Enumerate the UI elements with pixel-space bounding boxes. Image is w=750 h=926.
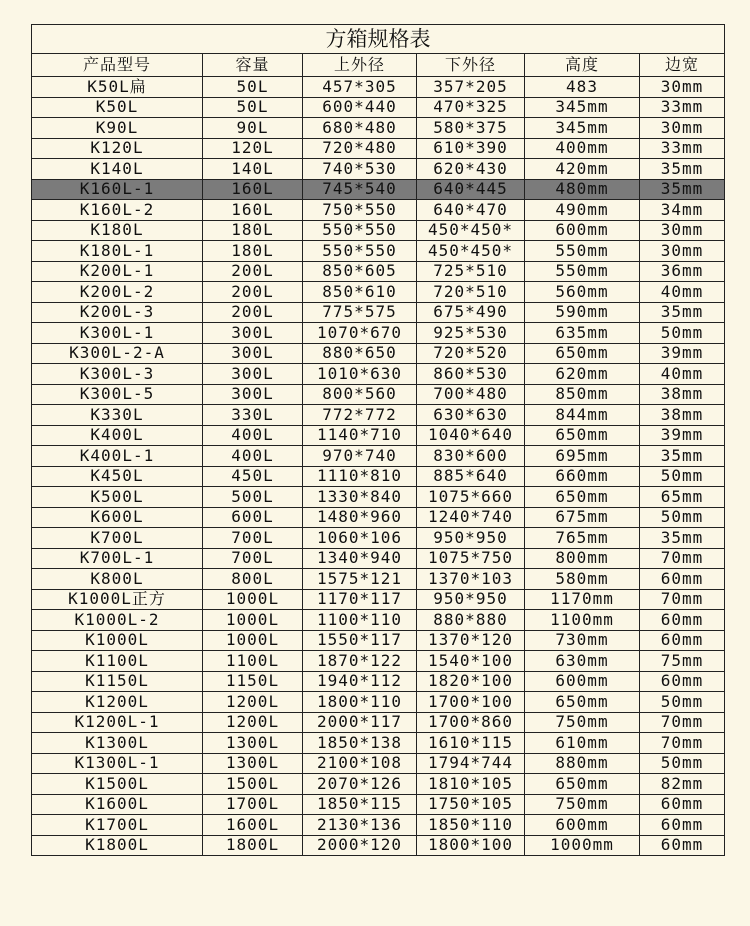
- table-row: [32, 774, 725, 795]
- cell-top-outer-size: 1330*840: [303, 487, 417, 508]
- cell-edge-width: 33mm: [640, 138, 725, 159]
- cell-edge-width: 50mm: [640, 507, 725, 528]
- cell-bottom-outer-size: 925*530: [417, 323, 525, 344]
- table-row: [32, 671, 725, 692]
- cell-height: 650mm: [525, 487, 640, 508]
- cell-top-outer-size: 680*480: [303, 118, 417, 139]
- cell-model: K330L: [32, 405, 203, 426]
- cell-model: K1100L: [32, 651, 203, 672]
- cell-model: K1300L: [32, 733, 203, 754]
- cell-edge-width: 60mm: [640, 610, 725, 631]
- cell-top-outer-size: 745*540: [303, 179, 417, 200]
- cell-model: K160L-1: [32, 179, 203, 200]
- table-row: [32, 118, 725, 139]
- table-row-highlighted: [32, 179, 725, 200]
- cell-capacity: 1300L: [203, 733, 303, 754]
- cell-top-outer-size: 800*560: [303, 384, 417, 405]
- cell-height: 345mm: [525, 118, 640, 139]
- cell-capacity: 700L: [203, 548, 303, 569]
- cell-height: 400mm: [525, 138, 640, 159]
- cell-model: K300L-3: [32, 364, 203, 385]
- cell-capacity: 200L: [203, 282, 303, 303]
- cell-model: K160L-2: [32, 200, 203, 221]
- table-row: [32, 528, 725, 549]
- table-row: [32, 487, 725, 508]
- cell-edge-width: 75mm: [640, 651, 725, 672]
- cell-edge-width: 38mm: [640, 405, 725, 426]
- cell-height: 600mm: [525, 815, 640, 836]
- cell-bottom-outer-size: 1610*115: [417, 733, 525, 754]
- cell-top-outer-size: 600*440: [303, 97, 417, 118]
- cell-top-outer-size: 2100*108: [303, 753, 417, 774]
- cell-model: K1300L-1: [32, 753, 203, 774]
- cell-edge-width: 35mm: [640, 179, 725, 200]
- cell-top-outer-size: 772*772: [303, 405, 417, 426]
- cell-edge-width: 60mm: [640, 835, 725, 856]
- spec-table: [31, 24, 725, 856]
- table-row: [32, 815, 725, 836]
- cell-bottom-outer-size: 1750*105: [417, 794, 525, 815]
- cell-capacity: 180L: [203, 220, 303, 241]
- table-row: [32, 138, 725, 159]
- cell-height: 675mm: [525, 507, 640, 528]
- table-row: [32, 200, 725, 221]
- cell-model: K200L-3: [32, 302, 203, 323]
- table-row: [32, 692, 725, 713]
- cell-top-outer-size: 1940*112: [303, 671, 417, 692]
- cell-model: K1200L-1: [32, 712, 203, 733]
- cell-capacity: 1000L: [203, 630, 303, 651]
- table-row: [32, 302, 725, 323]
- cell-bottom-outer-size: 1700*100: [417, 692, 525, 713]
- cell-capacity: 160L: [203, 179, 303, 200]
- table-row: [32, 323, 725, 344]
- cell-top-outer-size: 2130*136: [303, 815, 417, 836]
- cell-height: 844mm: [525, 405, 640, 426]
- cell-capacity: 50L: [203, 77, 303, 98]
- table-row: [32, 364, 725, 385]
- cell-height: 730mm: [525, 630, 640, 651]
- cell-edge-width: 60mm: [640, 671, 725, 692]
- cell-height: 660mm: [525, 466, 640, 487]
- cell-capacity: 800L: [203, 569, 303, 590]
- header-model: 产品型号: [32, 54, 203, 77]
- cell-edge-width: 30mm: [640, 118, 725, 139]
- cell-edge-width: 60mm: [640, 630, 725, 651]
- cell-capacity: 300L: [203, 364, 303, 385]
- cell-height: 345mm: [525, 97, 640, 118]
- cell-capacity: 400L: [203, 446, 303, 467]
- cell-height: 550mm: [525, 261, 640, 282]
- header-height: 高度: [525, 54, 640, 77]
- cell-model: K1700L: [32, 815, 203, 836]
- cell-capacity: 50L: [203, 97, 303, 118]
- cell-bottom-outer-size: 610*390: [417, 138, 525, 159]
- cell-capacity: 450L: [203, 466, 303, 487]
- cell-capacity: 300L: [203, 323, 303, 344]
- cell-capacity: 120L: [203, 138, 303, 159]
- cell-bottom-outer-size: 450*450*: [417, 241, 525, 262]
- cell-top-outer-size: 1850*115: [303, 794, 417, 815]
- cell-edge-width: 35mm: [640, 446, 725, 467]
- cell-bottom-outer-size: 580*375: [417, 118, 525, 139]
- cell-edge-width: 40mm: [640, 364, 725, 385]
- cell-height: 750mm: [525, 794, 640, 815]
- cell-model: K1200L: [32, 692, 203, 713]
- table-row: [32, 384, 725, 405]
- cell-capacity: 140L: [203, 159, 303, 180]
- cell-top-outer-size: 1070*670: [303, 323, 417, 344]
- cell-top-outer-size: 1060*106: [303, 528, 417, 549]
- header-bottom-outer-size: 下外径: [417, 54, 525, 77]
- cell-bottom-outer-size: 860*530: [417, 364, 525, 385]
- cell-edge-width: 35mm: [640, 159, 725, 180]
- cell-edge-width: 60mm: [640, 815, 725, 836]
- table-row: [32, 466, 725, 487]
- cell-bottom-outer-size: 1370*103: [417, 569, 525, 590]
- cell-edge-width: 70mm: [640, 733, 725, 754]
- cell-edge-width: 34mm: [640, 200, 725, 221]
- cell-edge-width: 70mm: [640, 589, 725, 610]
- cell-model: K600L: [32, 507, 203, 528]
- cell-model: K300L-2-A: [32, 343, 203, 364]
- cell-capacity: 300L: [203, 384, 303, 405]
- cell-model: K1600L: [32, 794, 203, 815]
- table-row: [32, 241, 725, 262]
- cell-capacity: 400L: [203, 425, 303, 446]
- cell-edge-width: 33mm: [640, 97, 725, 118]
- cell-top-outer-size: 1110*810: [303, 466, 417, 487]
- table-row: [32, 589, 725, 610]
- cell-model: K400L-1: [32, 446, 203, 467]
- cell-model: K90L: [32, 118, 203, 139]
- header-edge-width: 边宽: [640, 54, 725, 77]
- cell-height: 850mm: [525, 384, 640, 405]
- table-row: [32, 220, 725, 241]
- cell-top-outer-size: 1480*960: [303, 507, 417, 528]
- cell-height: 800mm: [525, 548, 640, 569]
- cell-edge-width: 35mm: [640, 528, 725, 549]
- table-row: [32, 835, 725, 856]
- cell-capacity: 200L: [203, 261, 303, 282]
- cell-bottom-outer-size: 950*950: [417, 589, 525, 610]
- cell-top-outer-size: 1800*110: [303, 692, 417, 713]
- cell-top-outer-size: 775*575: [303, 302, 417, 323]
- cell-capacity: 330L: [203, 405, 303, 426]
- cell-model: K300L-5: [32, 384, 203, 405]
- cell-height: 765mm: [525, 528, 640, 549]
- cell-height: 650mm: [525, 425, 640, 446]
- cell-bottom-outer-size: 1820*100: [417, 671, 525, 692]
- cell-height: 750mm: [525, 712, 640, 733]
- table-title: 方箱规格表: [32, 25, 725, 54]
- table-row: [32, 733, 725, 754]
- cell-bottom-outer-size: 1810*105: [417, 774, 525, 795]
- cell-top-outer-size: 2000*120: [303, 835, 417, 856]
- cell-bottom-outer-size: 880*880: [417, 610, 525, 631]
- spec-sheet: [31, 24, 724, 856]
- table-row: [32, 343, 725, 364]
- cell-edge-width: 82mm: [640, 774, 725, 795]
- cell-height: 695mm: [525, 446, 640, 467]
- cell-model: K140L: [32, 159, 203, 180]
- table-row: [32, 507, 725, 528]
- cell-bottom-outer-size: 640*470: [417, 200, 525, 221]
- cell-bottom-outer-size: 725*510: [417, 261, 525, 282]
- cell-bottom-outer-size: 720*510: [417, 282, 525, 303]
- cell-height: 650mm: [525, 692, 640, 713]
- cell-capacity: 300L: [203, 343, 303, 364]
- cell-model: K700L-1: [32, 548, 203, 569]
- cell-height: 1170mm: [525, 589, 640, 610]
- cell-model: K500L: [32, 487, 203, 508]
- cell-height: 635mm: [525, 323, 640, 344]
- cell-model: K450L: [32, 466, 203, 487]
- cell-model: K800L: [32, 569, 203, 590]
- cell-model: K1000L: [32, 630, 203, 651]
- cell-bottom-outer-size: 1800*100: [417, 835, 525, 856]
- cell-bottom-outer-size: 830*600: [417, 446, 525, 467]
- cell-edge-width: 39mm: [640, 425, 725, 446]
- cell-capacity: 90L: [203, 118, 303, 139]
- cell-capacity: 700L: [203, 528, 303, 549]
- cell-model: K300L-1: [32, 323, 203, 344]
- cell-height: 560mm: [525, 282, 640, 303]
- cell-top-outer-size: 1550*117: [303, 630, 417, 651]
- cell-bottom-outer-size: 470*325: [417, 97, 525, 118]
- cell-edge-width: 50mm: [640, 692, 725, 713]
- cell-top-outer-size: 880*650: [303, 343, 417, 364]
- cell-model: K1000L-2: [32, 610, 203, 631]
- table-body: [32, 77, 725, 856]
- cell-height: 590mm: [525, 302, 640, 323]
- cell-height: 480mm: [525, 179, 640, 200]
- cell-top-outer-size: 1170*117: [303, 589, 417, 610]
- cell-bottom-outer-size: 1540*100: [417, 651, 525, 672]
- cell-top-outer-size: 2070*126: [303, 774, 417, 795]
- table-row: [32, 610, 725, 631]
- table-row: [32, 651, 725, 672]
- table-row: [32, 77, 725, 98]
- cell-edge-width: 60mm: [640, 794, 725, 815]
- table-row: [32, 159, 725, 180]
- cell-capacity: 1150L: [203, 671, 303, 692]
- cell-bottom-outer-size: 950*950: [417, 528, 525, 549]
- cell-model: K700L: [32, 528, 203, 549]
- cell-bottom-outer-size: 1040*640: [417, 425, 525, 446]
- cell-top-outer-size: 1850*138: [303, 733, 417, 754]
- cell-capacity: 1600L: [203, 815, 303, 836]
- cell-bottom-outer-size: 450*450*: [417, 220, 525, 241]
- cell-top-outer-size: 2000*117: [303, 712, 417, 733]
- cell-height: 880mm: [525, 753, 640, 774]
- cell-bottom-outer-size: 885*640: [417, 466, 525, 487]
- cell-model: K120L: [32, 138, 203, 159]
- header-capacity: 容量: [203, 54, 303, 77]
- cell-edge-width: 38mm: [640, 384, 725, 405]
- cell-capacity: 1500L: [203, 774, 303, 795]
- cell-bottom-outer-size: 620*430: [417, 159, 525, 180]
- cell-height: 490mm: [525, 200, 640, 221]
- cell-top-outer-size: 750*550: [303, 200, 417, 221]
- cell-top-outer-size: 550*550: [303, 241, 417, 262]
- cell-capacity: 1800L: [203, 835, 303, 856]
- cell-capacity: 1000L: [203, 610, 303, 631]
- cell-capacity: 600L: [203, 507, 303, 528]
- table-row: [32, 446, 725, 467]
- cell-top-outer-size: 970*740: [303, 446, 417, 467]
- table-row: [32, 753, 725, 774]
- cell-height: 420mm: [525, 159, 640, 180]
- cell-height: 650mm: [525, 774, 640, 795]
- table-row: [32, 405, 725, 426]
- cell-edge-width: 40mm: [640, 282, 725, 303]
- cell-edge-width: 50mm: [640, 466, 725, 487]
- cell-bottom-outer-size: 1794*744: [417, 753, 525, 774]
- cell-capacity: 200L: [203, 302, 303, 323]
- cell-edge-width: 65mm: [640, 487, 725, 508]
- cell-capacity: 1000L: [203, 589, 303, 610]
- cell-height: 1100mm: [525, 610, 640, 631]
- cell-edge-width: 39mm: [640, 343, 725, 364]
- cell-model: K400L: [32, 425, 203, 446]
- cell-capacity: 1300L: [203, 753, 303, 774]
- cell-bottom-outer-size: 1700*860: [417, 712, 525, 733]
- cell-model: K1150L: [32, 671, 203, 692]
- cell-top-outer-size: 1340*940: [303, 548, 417, 569]
- cell-bottom-outer-size: 700*480: [417, 384, 525, 405]
- cell-edge-width: 36mm: [640, 261, 725, 282]
- cell-bottom-outer-size: 357*205: [417, 77, 525, 98]
- table-row: [32, 548, 725, 569]
- cell-bottom-outer-size: 630*630: [417, 405, 525, 426]
- cell-height: 1000mm: [525, 835, 640, 856]
- cell-edge-width: 30mm: [640, 77, 725, 98]
- cell-height: 600mm: [525, 220, 640, 241]
- cell-edge-width: 50mm: [640, 753, 725, 774]
- table-row: [32, 712, 725, 733]
- cell-edge-width: 30mm: [640, 241, 725, 262]
- cell-edge-width: 50mm: [640, 323, 725, 344]
- cell-bottom-outer-size: 1240*740: [417, 507, 525, 528]
- cell-bottom-outer-size: 1075*660: [417, 487, 525, 508]
- cell-bottom-outer-size: 640*445: [417, 179, 525, 200]
- cell-model: K50L: [32, 97, 203, 118]
- cell-bottom-outer-size: 1850*110: [417, 815, 525, 836]
- cell-model: K200L-2: [32, 282, 203, 303]
- cell-model: K1000L正方: [32, 589, 203, 610]
- cell-model: K180L-1: [32, 241, 203, 262]
- cell-height: 630mm: [525, 651, 640, 672]
- table-row: [32, 569, 725, 590]
- cell-bottom-outer-size: 1075*750: [417, 548, 525, 569]
- cell-top-outer-size: 850*610: [303, 282, 417, 303]
- cell-model: K1500L: [32, 774, 203, 795]
- table-row: [32, 261, 725, 282]
- cell-bottom-outer-size: 720*520: [417, 343, 525, 364]
- cell-edge-width: 60mm: [640, 569, 725, 590]
- cell-edge-width: 30mm: [640, 220, 725, 241]
- table-row: [32, 794, 725, 815]
- cell-top-outer-size: 550*550: [303, 220, 417, 241]
- cell-capacity: 1700L: [203, 794, 303, 815]
- cell-bottom-outer-size: 1370*120: [417, 630, 525, 651]
- header-top-outer-size: 上外径: [303, 54, 417, 77]
- cell-bottom-outer-size: 675*490: [417, 302, 525, 323]
- cell-capacity: 500L: [203, 487, 303, 508]
- cell-top-outer-size: 1870*122: [303, 651, 417, 672]
- cell-top-outer-size: 1140*710: [303, 425, 417, 446]
- cell-capacity: 180L: [203, 241, 303, 262]
- cell-edge-width: 70mm: [640, 712, 725, 733]
- cell-height: 600mm: [525, 671, 640, 692]
- cell-top-outer-size: 740*530: [303, 159, 417, 180]
- cell-height: 580mm: [525, 569, 640, 590]
- cell-capacity: 160L: [203, 200, 303, 221]
- cell-top-outer-size: 457*305: [303, 77, 417, 98]
- cell-model: K180L: [32, 220, 203, 241]
- cell-top-outer-size: 1575*121: [303, 569, 417, 590]
- cell-top-outer-size: 720*480: [303, 138, 417, 159]
- cell-model: K50L扁: [32, 77, 203, 98]
- cell-top-outer-size: 1010*630: [303, 364, 417, 385]
- table-row: [32, 97, 725, 118]
- cell-edge-width: 70mm: [640, 548, 725, 569]
- cell-height: 620mm: [525, 364, 640, 385]
- table-row: [32, 425, 725, 446]
- cell-model: K200L-1: [32, 261, 203, 282]
- cell-height: 483: [525, 77, 640, 98]
- cell-height: 650mm: [525, 343, 640, 364]
- cell-capacity: 1100L: [203, 651, 303, 672]
- cell-capacity: 1200L: [203, 692, 303, 713]
- cell-height: 550mm: [525, 241, 640, 262]
- cell-capacity: 1200L: [203, 712, 303, 733]
- cell-top-outer-size: 850*605: [303, 261, 417, 282]
- table-row: [32, 282, 725, 303]
- cell-model: K1800L: [32, 835, 203, 856]
- header-row: [32, 54, 725, 77]
- cell-height: 610mm: [525, 733, 640, 754]
- table-row: [32, 630, 725, 651]
- cell-edge-width: 35mm: [640, 302, 725, 323]
- cell-top-outer-size: 1100*110: [303, 610, 417, 631]
